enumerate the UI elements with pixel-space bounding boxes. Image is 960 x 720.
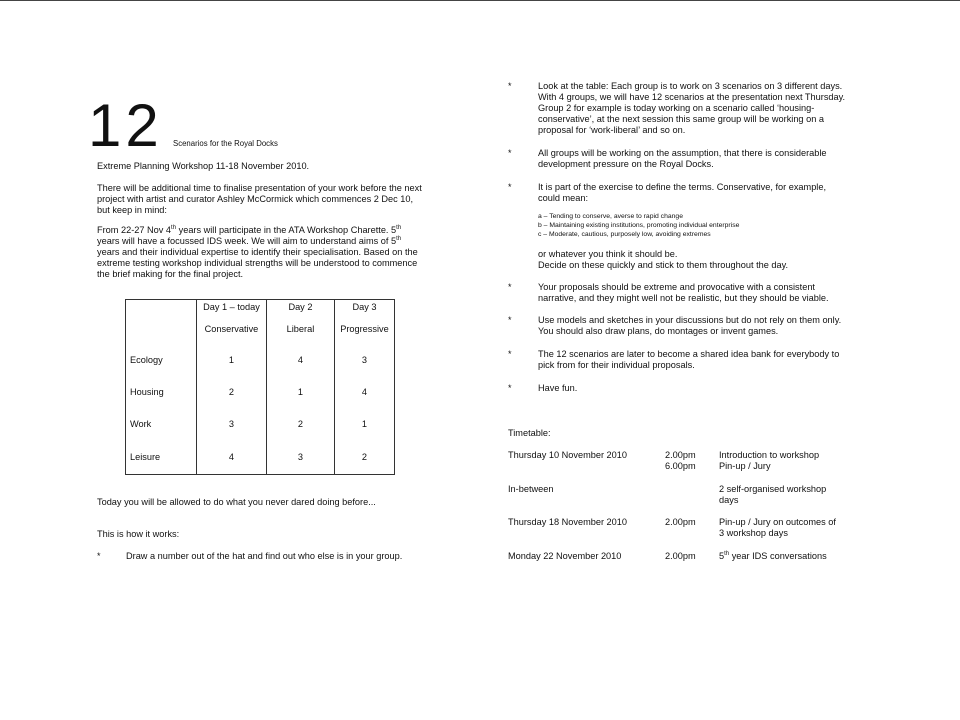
timetable-event: Introduction to workshop [719,450,820,460]
table-cell: 3 [197,409,267,441]
table-cell: 4 [266,345,334,377]
table-row [126,377,395,409]
document-subtitle: Scenarios for the Royal Docks [173,139,278,148]
table-cell: 2 [266,409,334,441]
timetable-time: 2.00pm [665,551,696,561]
table-cell: 1 [197,345,267,377]
timetable-event: 2 self-organised workshop [719,484,827,494]
table-col-header: Day 1 – today Conservative [197,300,267,345]
timetable-event: Pin-up / Jury [719,461,771,471]
how-it-works-heading: This is how it works: [97,529,180,539]
bullet-star-icon: * [97,551,101,561]
timetable-event: 5th year IDS conversations [719,550,827,561]
timetable-event: Pin-up / Jury on outcomes of [719,517,836,527]
table-row-label: Work [126,409,197,441]
scenario-count-number: 12 [88,92,163,159]
table-cell: 2 [197,377,267,409]
table-row [126,409,395,441]
table-cell: 1 [361,419,368,429]
table-cell: 4 [197,441,267,475]
today-statement: Today you will be allowed to do what you never dared doing before... [97,497,376,507]
table-corner-cell [126,300,197,345]
timetable-event: 3 workshop days [719,528,788,538]
left-bullet-1: Draw a number out of the hat and find out who else is in your group. [126,551,403,561]
table-row [126,441,395,475]
whatever-line: or whatever you think it should be. [538,249,678,259]
table-cell: 4 [361,387,368,397]
table-row-label: Leisure [126,441,197,475]
scenario-table [125,299,395,475]
right-bullet-5: Use models and sketches in your discussions but do not rely on them only. You should also draw plans, do montages or invent games. [538,315,842,336]
timetable-time: 2.00pm [665,450,696,460]
intro-paragraph: There will be additional time to finalise presentation of your work before the next project with artist and curator Ashley McCormick which commences 2 Dec 10, but keep in mind: [97,183,422,215]
right-bullet-7: Have fun. [538,383,578,393]
timetable-date: Thursday 10 November 2010 [508,450,627,460]
right-bullet-1: Look at the table: Each group is to work on 3 scenarios on 3 different days. With 4 groups, we will have 12 scenarios at the presentation next Thursday. Group 2 for example is today working on a scenario called ‘housing-conservative’, at the next session this same group will be working on a proposal for ‘work-liberal’ and so on. [538,81,846,135]
bullet-star-icon: * [508,315,512,325]
right-bullet-4: Your proposals should be extreme and provocative with a consistent narrative, and they might well not be realistic, but they should be viable. [538,282,829,303]
timetable-date: Thursday 18 November 2010 [508,517,627,527]
right-bullet-3: It is part of the exercise to define the terms. Conservative, for example, could mean: [538,182,827,203]
timetable-time: 6.00pm [665,461,696,471]
bullet-star-icon: * [508,282,512,292]
timetable-title: Timetable: [508,428,551,438]
timetable-time: 2.00pm [665,517,696,527]
timetable-date: Monday 22 November 2010 [508,551,622,561]
schedule-paragraph: From 22-27 Nov 4th years will participate in the ATA Workshop Charette. 5th years will have a focussed IDS week. We will aim to understand aims of 5th years and their individual expertise to identify their specialisation. Based on the extreme testing workshop individual strengths will be understood to commence the brief making for the final project. [97,224,418,279]
table-cell: 3 [266,441,334,475]
table-cell: 3 [361,355,368,365]
bullet-star-icon: * [508,81,512,91]
workshop-title: Extreme Planning Workshop 11-18 November 2010. [97,161,310,171]
table-row-label: Ecology [126,345,197,377]
timetable-event: days [719,495,739,505]
timetable-date: In-between [508,484,554,494]
table-cell: 2 [361,451,368,462]
bullet-star-icon: * [508,383,512,393]
right-bullet-6: The 12 scenarios are later to become a shared idea bank for everybody to pick from for their individual proposals. [538,349,840,370]
right-bullet-2: All groups will be working on the assumption, that there is considerable development pressure on the Royal Docks. [538,148,827,169]
table-row [126,345,395,377]
definition-c: c – Moderate, cautious, purposely low, avoiding extremes [538,231,711,238]
table-row-label: Housing [126,377,197,409]
bullet-star-icon: * [508,349,512,359]
decide-line: Decide on these quickly and stick to them throughout the day. [538,260,789,270]
table-cell: 1 [266,377,334,409]
definition-b: b – Maintaining existing institutions, promoting individual enterprise [538,222,740,229]
table-col-header: Day 2 Liberal [266,300,334,345]
bullet-star-icon: * [508,182,512,192]
definition-a: a – Tending to conserve, averse to rapid change [538,213,683,220]
top-border-line [0,0,960,1]
bullet-star-icon: * [508,148,512,158]
table-col-header: Day 3 Progressive [340,302,389,334]
